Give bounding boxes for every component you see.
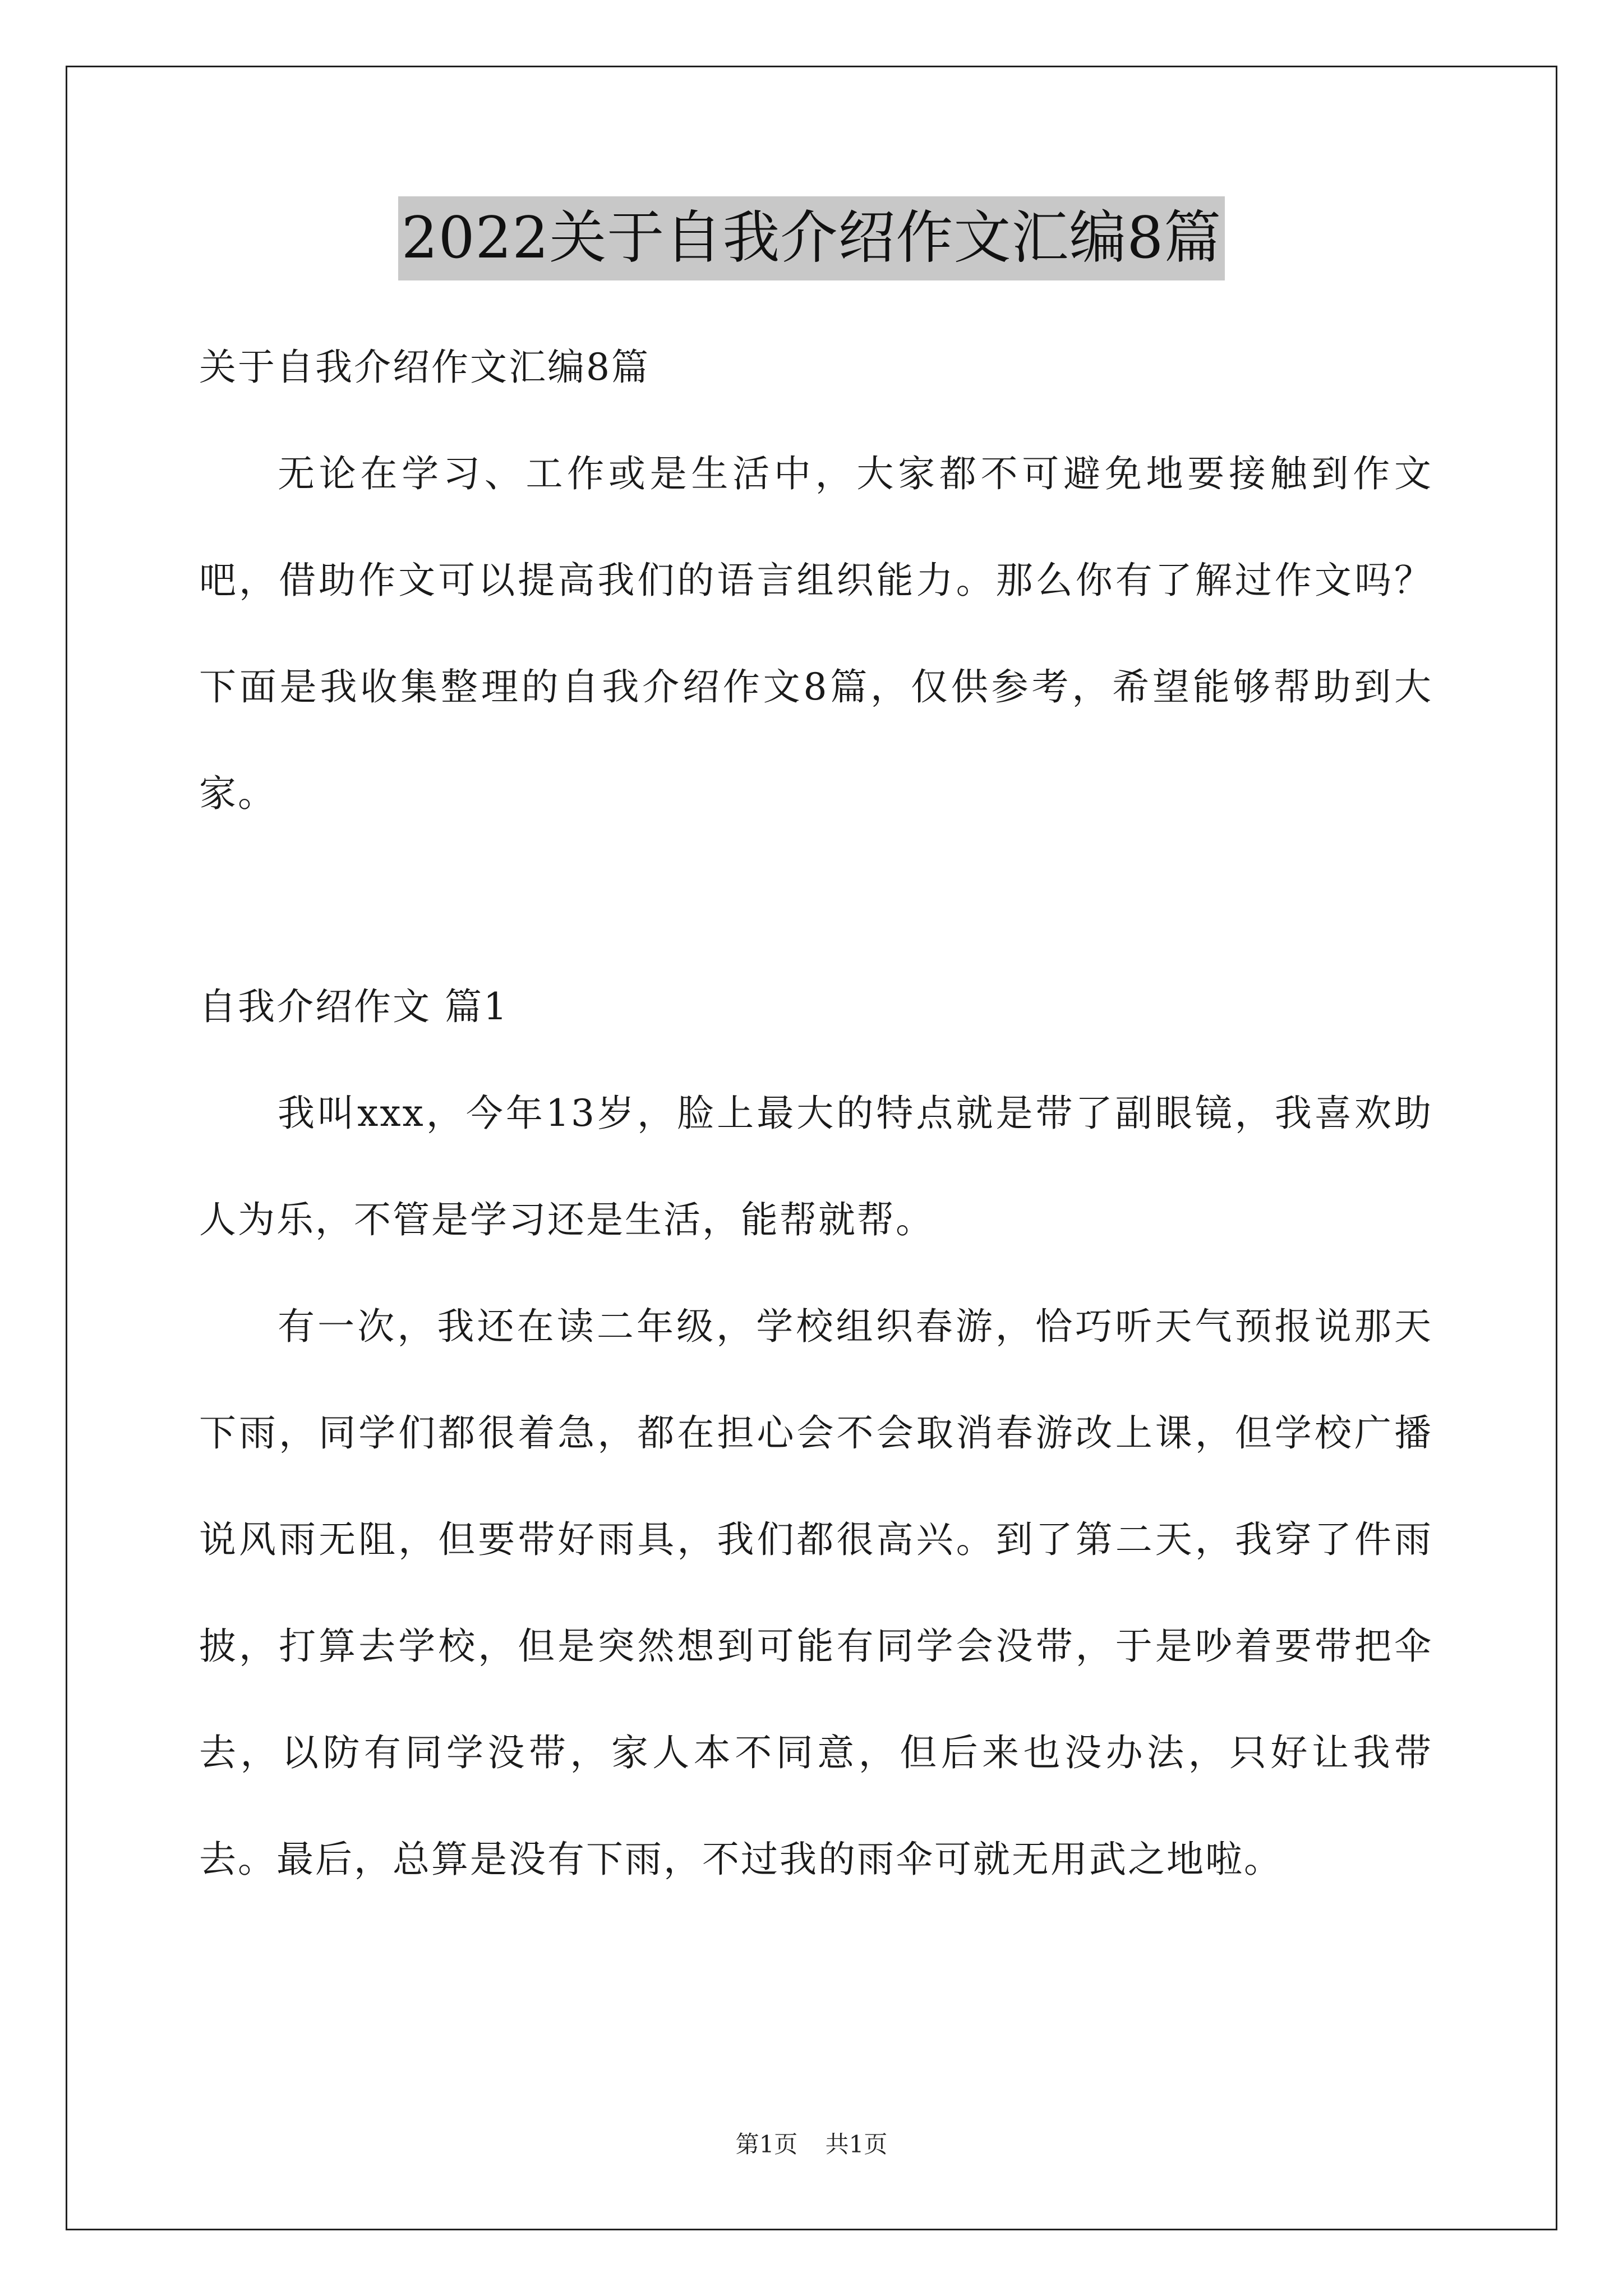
page-number: 第1页	[735, 2131, 798, 2158]
section-heading: 自我介绍作文 篇1	[199, 985, 509, 1028]
body-paragraph: 我叫xxx，今年13岁，脸上最大的特点就是带了副眼镜，我喜欢助人为乐，不管是学习还是生活，能帮就帮。	[199, 1092, 1433, 1241]
page-footer	[0, 2126, 1623, 2160]
body-paragraph: 有一次，我还在读二年级，学校组织春游，恰巧听天气预报说那天下雨，同学们都很着急，都在担心会不会取消春游改上课，但学校广播说风雨无阻，但要带好雨具，我们都很高兴。到了第二天，我穿了件雨披，打算去学校，但是突然想到可能有同学会没带，于是吵着要带把伞去，以防有同学没带，家人本不同意，但后来也没办法，只好让我带去。最后，总算是没有下雨，不过我的雨伞可就无用武之地啦。	[199, 1305, 1433, 1881]
page-total: 共1页	[825, 2131, 888, 2158]
section-spacer	[199, 847, 1433, 954]
document-subtitle: 关于自我介绍作文汇编8篇	[199, 346, 650, 389]
intro-paragraph: 无论在学习、工作或是生活中，大家都不可避免地要接触到作文吧，借助作文可以提高我们的语言组织能力。那么你有了解过作文吗？下面是我收集整理的自我介绍作文8篇，仅供参考，希望能够帮助到大家。	[199, 452, 1433, 815]
title-container	[0, 196, 1623, 280]
document-title: 2022关于自我介绍作文汇编8篇	[398, 196, 1225, 280]
document-body	[199, 314, 1433, 1913]
